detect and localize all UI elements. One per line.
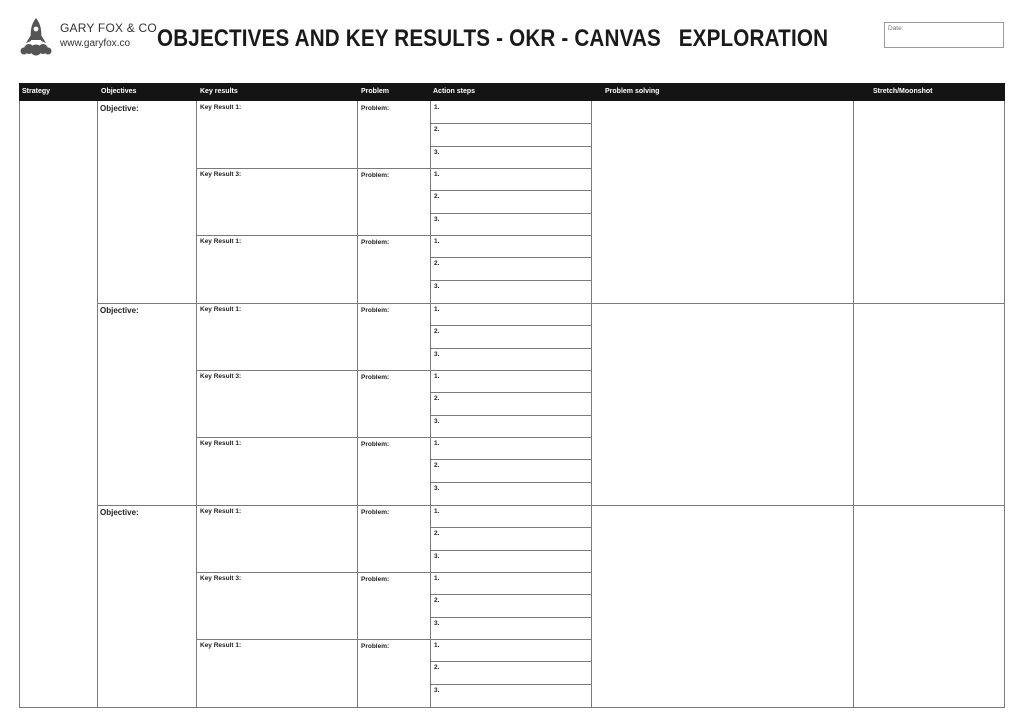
- key-result-label: Key Result 3:: [200, 373, 242, 380]
- date-field[interactable]: [884, 22, 1004, 48]
- action-step-input[interactable]: [442, 304, 589, 324]
- action-step-number: 3.: [434, 484, 440, 492]
- key-result-input-area[interactable]: [197, 180, 356, 233]
- problem-solving-area[interactable]: [592, 506, 852, 706]
- action-step-number: 2.: [434, 260, 440, 268]
- objective-label: Objective:: [100, 104, 139, 113]
- column-header-stretch-moonshot: Stretch/Moonshot: [873, 88, 933, 95]
- action-step-input[interactable]: [442, 460, 589, 480]
- stretch-moonshot-area[interactable]: [854, 506, 1003, 706]
- rocket-logo-icon: [18, 16, 54, 56]
- column-header-action-steps: Action steps: [433, 88, 476, 95]
- action-step-input[interactable]: [442, 595, 589, 615]
- problem-input-area[interactable]: [358, 450, 429, 502]
- key-result-input-area[interactable]: [197, 113, 356, 166]
- action-step-number: 2.: [434, 530, 440, 538]
- problem-solving-area[interactable]: [592, 304, 852, 504]
- key-result-input-area[interactable]: [197, 382, 356, 435]
- problem-label: Problem:: [361, 441, 390, 448]
- action-step-number: 1.: [434, 575, 440, 582]
- action-step-number: 3.: [434, 215, 440, 223]
- action-step-number: 3.: [434, 282, 440, 290]
- action-step-number: 3.: [434, 350, 440, 358]
- action-step-input[interactable]: [442, 506, 589, 526]
- action-step-input[interactable]: [442, 528, 589, 548]
- problem-label: Problem:: [361, 105, 390, 112]
- problem-input-area[interactable]: [358, 585, 429, 637]
- action-step-number: 3.: [434, 686, 440, 694]
- page-header: [0, 0, 1024, 78]
- action-step-input[interactable]: [442, 551, 589, 571]
- objective-input-area[interactable]: [98, 519, 195, 705]
- action-step-number: 2.: [434, 395, 440, 403]
- column-header-problem: Problem: [361, 88, 390, 95]
- action-step-input[interactable]: [442, 191, 589, 211]
- action-step-input[interactable]: [442, 685, 589, 705]
- key-result-label: Key Result 1:: [200, 104, 242, 111]
- column-header-objectives: Objectives: [101, 88, 137, 95]
- stretch-moonshot-area[interactable]: [854, 304, 1003, 504]
- stretch-moonshot-area[interactable]: [854, 102, 1003, 302]
- key-result-input-area[interactable]: [197, 315, 356, 368]
- action-step-input[interactable]: [442, 281, 589, 301]
- key-result-input-area[interactable]: [197, 449, 356, 502]
- action-step-number: 1.: [434, 238, 440, 245]
- action-step-input[interactable]: [442, 662, 589, 682]
- key-result-label: Key Result 1:: [200, 238, 242, 245]
- problem-input-area[interactable]: [358, 181, 429, 233]
- action-step-number: 1.: [434, 104, 440, 111]
- okr-canvas-grid: [19, 83, 1005, 708]
- objective-label: Objective:: [100, 306, 139, 315]
- action-step-number: 1.: [434, 508, 440, 515]
- problem-input-area[interactable]: [358, 383, 429, 435]
- action-step-input[interactable]: [442, 416, 589, 436]
- problem-solving-area[interactable]: [592, 102, 852, 302]
- problem-input-area[interactable]: [358, 248, 429, 300]
- problem-input-area[interactable]: [358, 652, 429, 704]
- key-result-label: Key Result 1:: [200, 642, 242, 649]
- action-step-number: 3.: [434, 619, 440, 627]
- key-result-input-area[interactable]: [197, 247, 356, 300]
- problem-label: Problem:: [361, 374, 390, 381]
- action-step-number: 3.: [434, 552, 440, 560]
- action-step-number: 2.: [434, 597, 440, 605]
- problem-input-area[interactable]: [358, 518, 429, 570]
- action-step-input[interactable]: [442, 438, 589, 458]
- objective-input-area[interactable]: [98, 115, 195, 301]
- action-step-input[interactable]: [442, 349, 589, 369]
- objective-label: Objective:: [100, 508, 139, 517]
- action-step-number: 1.: [434, 642, 440, 649]
- action-step-number: 1.: [434, 373, 440, 380]
- column-header-strategy: Strategy: [22, 88, 51, 95]
- problem-label: Problem:: [361, 172, 390, 179]
- objective-input-area[interactable]: [98, 317, 195, 503]
- action-step-number: 1.: [434, 306, 440, 313]
- problem-label: Problem:: [361, 509, 390, 516]
- action-step-input[interactable]: [442, 214, 589, 234]
- column-header-bar: [19, 83, 1005, 101]
- action-step-number: 3.: [434, 417, 440, 425]
- page-title: OBJECTIVES AND KEY RESULTS - OKR - CANVAS EXPLORATION: [157, 25, 829, 52]
- company-website: www.garyfox.co: [60, 38, 131, 49]
- key-result-input-area[interactable]: [197, 584, 356, 637]
- action-step-number: 1.: [434, 171, 440, 178]
- key-result-label: Key Result 3:: [200, 575, 242, 582]
- problem-label: Problem:: [361, 643, 390, 650]
- action-step-input[interactable]: [442, 258, 589, 278]
- key-result-input-area[interactable]: [197, 517, 356, 570]
- action-step-input[interactable]: [442, 147, 589, 167]
- key-result-label: Key Result 1:: [200, 508, 242, 515]
- problem-input-area[interactable]: [358, 316, 429, 368]
- key-result-label: Key Result 3:: [200, 171, 242, 178]
- key-result-input-area[interactable]: [197, 651, 356, 704]
- action-step-number: 2.: [434, 126, 440, 134]
- problem-label: Problem:: [361, 307, 390, 314]
- action-step-number: 2.: [434, 664, 440, 672]
- action-step-input[interactable]: [442, 640, 589, 660]
- column-header-problem-solving: Problem solving: [605, 88, 660, 95]
- problem-label: Problem:: [361, 239, 390, 246]
- column-header-key-results: Key results: [200, 88, 238, 95]
- action-step-number: 1.: [434, 440, 440, 447]
- action-step-input[interactable]: [442, 102, 589, 122]
- company-name: GARY FOX & CO: [60, 21, 157, 35]
- action-step-number: 2.: [434, 462, 440, 470]
- action-step-input[interactable]: [442, 371, 589, 391]
- key-result-label: Key Result 1:: [200, 306, 242, 313]
- action-step-input[interactable]: [442, 618, 589, 638]
- problem-label: Problem:: [361, 576, 390, 583]
- action-step-input[interactable]: [442, 124, 589, 144]
- action-step-input[interactable]: [442, 169, 589, 189]
- key-result-label: Key Result 1:: [200, 440, 242, 447]
- action-step-number: 3.: [434, 148, 440, 156]
- date-label: Date:: [888, 25, 904, 32]
- action-step-number: 2.: [434, 193, 440, 201]
- problem-input-area[interactable]: [358, 114, 429, 166]
- action-step-input[interactable]: [442, 326, 589, 346]
- action-step-input[interactable]: [442, 573, 589, 593]
- action-step-input[interactable]: [442, 393, 589, 413]
- action-step-input[interactable]: [442, 483, 589, 503]
- action-step-input[interactable]: [442, 236, 589, 256]
- action-step-number: 2.: [434, 328, 440, 336]
